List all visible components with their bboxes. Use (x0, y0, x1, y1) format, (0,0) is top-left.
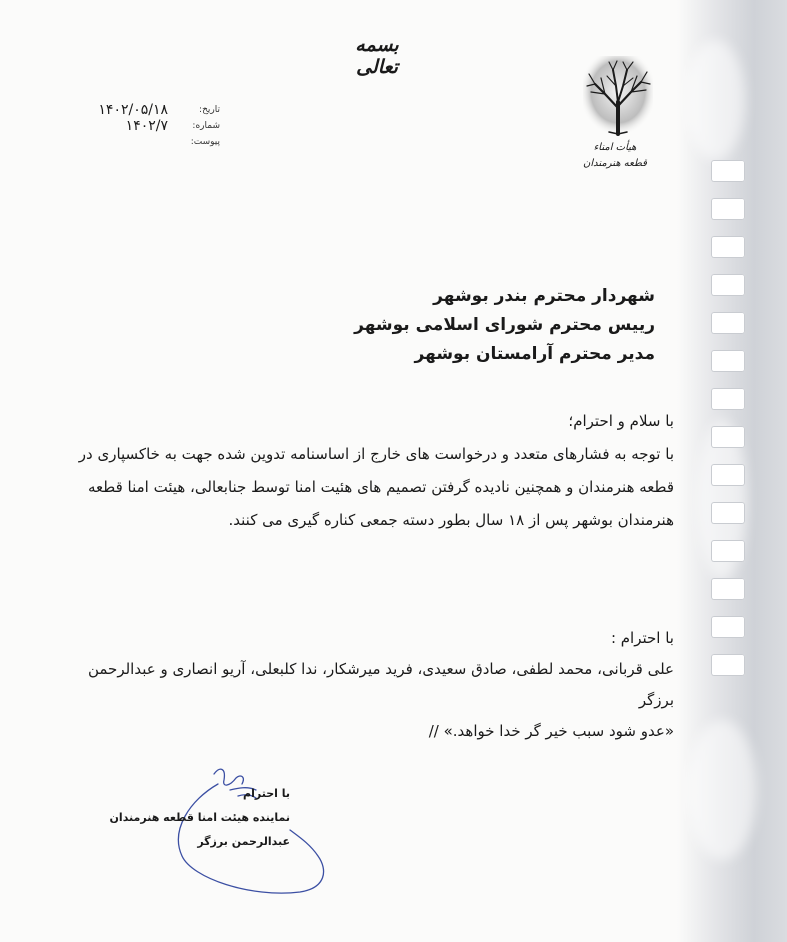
recipient-cemetery-director: مدیر محترم آرامستان بوشهر (414, 344, 655, 364)
date-label: تاریخ: (199, 105, 220, 115)
organization-name (570, 140, 660, 172)
signature-regards: با احترام (243, 787, 290, 800)
closing-quote: «عدو شود سبب خیر گر خدا خواهد.» // (428, 722, 674, 740)
number-label: شماره: (192, 121, 220, 131)
attachment-row (60, 134, 220, 150)
number-value: ۱۴۰۲/۷ (125, 118, 168, 134)
signature-name: عبدالرحمن برزگر (197, 835, 290, 848)
recipient-mayor: شهردار محترم بندر بوشهر (433, 286, 655, 306)
closing-block (74, 623, 674, 747)
film-highlight (687, 720, 757, 860)
film-highlight (685, 40, 745, 160)
date-value: ۱۴۰۲/۰۵/۱۸ (98, 102, 168, 118)
attachment-label: پیوست: (190, 137, 220, 147)
film-perforation (711, 350, 745, 372)
org-line-section: قطعه هنرمندان (583, 158, 647, 169)
film-perforation (711, 236, 745, 258)
closing-regards: با احترام : (610, 629, 674, 647)
date-row (60, 102, 220, 118)
film-perforation (711, 274, 745, 296)
film-perforation (711, 654, 745, 676)
recipients-block (235, 282, 655, 369)
signature-title: نماینده هیئت امنا قطعه هنرمندان (109, 811, 290, 824)
film-perforation (711, 160, 745, 182)
org-line-board: هیأت امناء (593, 142, 637, 153)
film-perforation (711, 312, 745, 334)
number-row (60, 118, 220, 134)
film-perforation (711, 502, 745, 524)
film-perforation (711, 198, 745, 220)
signature-block (100, 782, 290, 854)
recipient-council-head: رییس محترم شورای اسلامی بوشهر (354, 315, 655, 335)
film-perforation (711, 426, 745, 448)
greeting: با سلام و احترام؛ (568, 412, 674, 430)
film-perforation (711, 578, 745, 600)
body-paragraph: با توجه به فشارهای متعدد و درخواست های خارج از اساسنامه تدوین شده جهت به خاکسپاری در قطعه هنرمندان و همچنین نادیده گرفتن تصمیم های هئیت امنا توسط جنابعالی، هیئت امنا قطعه هنرمندان بوشهر پس از ۱۸ سال بطور دسته جمعی کناره گیری می کنند. (78, 445, 674, 529)
film-perforation (711, 388, 745, 410)
film-strip-decoration (677, 0, 787, 942)
letter-meta (60, 102, 220, 150)
signatory-names: علی قربانی، محمد لطفی، صادق سعیدی، فرید میرشکار، ندا کلبعلی، آریو انصاری و عبدالرحمن برزگر (87, 660, 674, 709)
film-perforation (711, 464, 745, 486)
film-perforation (711, 540, 745, 562)
bare-tree-icon (583, 56, 653, 136)
invocation-heading: بسمه تعالی (355, 34, 399, 78)
film-perforation (711, 616, 745, 638)
letter-body (74, 405, 674, 537)
